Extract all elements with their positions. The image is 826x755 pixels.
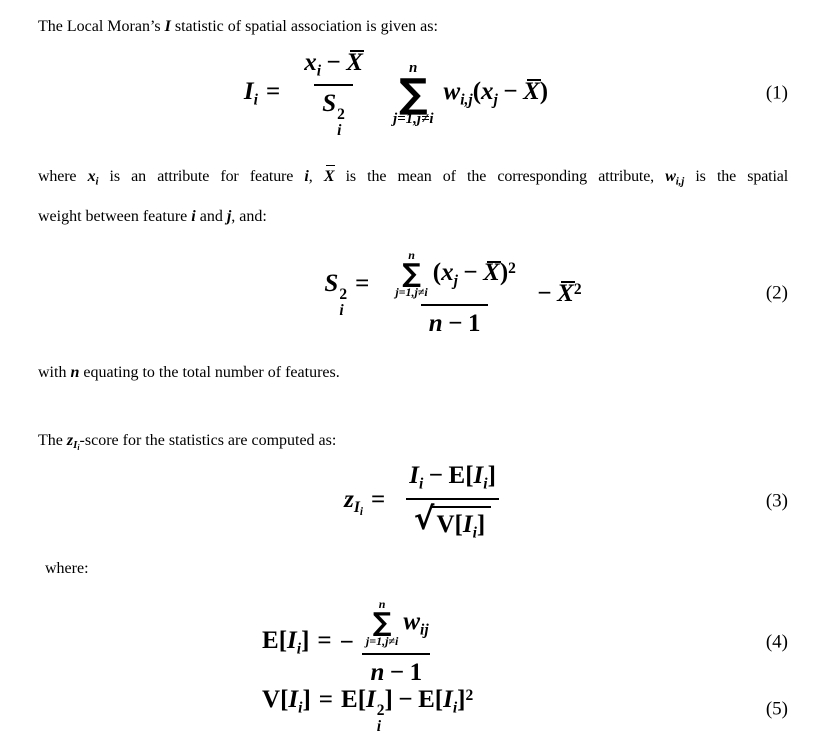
sigma-icon: ∑: [372, 607, 392, 638]
text-run: equating to the total number of features.: [79, 364, 340, 381]
minus-sign: −: [389, 659, 405, 687]
subscript-i: i: [296, 640, 302, 658]
minus-sign: −: [428, 462, 444, 490]
var-I: I: [462, 510, 473, 538]
var-i: i: [304, 168, 309, 185]
eq3-lhs: [344, 485, 393, 520]
expectation-E: E: [448, 462, 466, 490]
variance-V: V: [436, 510, 455, 538]
close-bracket: ]: [302, 685, 311, 713]
eq1-summand: [444, 77, 549, 110]
open-bracket: [: [278, 627, 288, 655]
text-run: with: [38, 364, 71, 381]
denominator: [406, 498, 499, 542]
subscript-i: i: [376, 717, 382, 735]
fraction: [385, 249, 524, 339]
var-z: z: [66, 432, 74, 449]
sup-sub-stack: [339, 287, 347, 320]
var-S: S: [324, 269, 339, 297]
superscript-2: 2: [508, 260, 516, 278]
square-root: [413, 500, 491, 542]
summation: [395, 249, 427, 300]
equation-group-4-5: [38, 596, 788, 735]
equals-sign: =: [318, 685, 334, 713]
var-n: n: [428, 310, 443, 338]
equation-number-3: (3): [765, 490, 788, 512]
numerator: [385, 249, 524, 304]
subscript-i: i: [253, 91, 258, 109]
expectation-E: E: [341, 685, 358, 713]
sub-base: I: [73, 439, 78, 452]
sigma-icon: ∑: [402, 258, 421, 289]
var-w: w: [403, 608, 421, 635]
subscript-i: i: [418, 475, 424, 493]
var-x: x: [441, 259, 454, 286]
subscript-ij: i,j: [675, 175, 685, 188]
var-I: I: [366, 685, 376, 713]
var-w: w: [443, 78, 461, 106]
superscript-2: 2: [376, 701, 385, 719]
equals-sign: =: [370, 485, 386, 513]
var-I: I: [473, 462, 484, 490]
superscript-2: 2: [339, 285, 348, 303]
var-z: z: [344, 485, 354, 513]
number-one: 1: [467, 310, 481, 338]
text-run: and: [195, 208, 227, 225]
open-bracket: [: [454, 510, 463, 538]
var-x: x: [87, 168, 96, 185]
var-I: I: [164, 18, 171, 35]
open-bracket: [: [280, 685, 289, 713]
close-paren: ): [539, 78, 549, 106]
eq2-summand: [433, 259, 516, 290]
eq4-lhs: [262, 626, 340, 659]
equals-sign: =: [265, 78, 281, 106]
superscript-2: 2: [337, 105, 345, 123]
open-bracket: [: [357, 685, 367, 713]
summation: [366, 598, 398, 649]
subscript-i: i: [339, 301, 344, 319]
var-w: w: [665, 168, 676, 185]
var-I: I: [288, 685, 299, 713]
equation-3: [38, 464, 788, 540]
var-x: x: [481, 78, 494, 106]
var-I: I: [409, 462, 419, 490]
eq5-body: [262, 685, 473, 735]
text-run: is the mean of the corresponding attribute,: [334, 168, 666, 185]
denominator: [421, 304, 489, 339]
denominator: [362, 653, 430, 688]
fraction: [401, 462, 504, 541]
sup-sub-stack: [337, 107, 345, 140]
denominator: [314, 84, 353, 139]
text-run: is an attribute for feature: [98, 168, 305, 185]
equation-2: [38, 240, 788, 348]
minus-sign: −: [339, 629, 354, 656]
sum-upper-limit: n: [378, 597, 386, 612]
subscript-ij: ij: [420, 621, 429, 639]
subscript-i: i: [337, 121, 342, 139]
expectation-E: E: [418, 685, 435, 713]
expectation-E: E: [262, 627, 279, 655]
superscript-2: 2: [573, 281, 582, 299]
minus-sign: −: [448, 310, 463, 338]
radical-icon: √: [413, 500, 435, 537]
xbar: X: [523, 78, 540, 106]
var-S: S: [322, 89, 337, 117]
close-bracket: ]: [457, 685, 466, 713]
sup-sub-stack: [377, 703, 385, 736]
equation-1: [38, 48, 788, 140]
where-label: [45, 556, 788, 582]
subscript-i: i: [316, 62, 322, 80]
sum-upper-limit: n: [409, 59, 418, 76]
equation-number-2: (2): [765, 282, 788, 304]
var-x: x: [304, 48, 317, 76]
close-paren: ): [499, 259, 509, 286]
minus-sign: −: [537, 280, 552, 307]
attribute-paragraph-line1: [38, 164, 788, 194]
subscript-i: i: [298, 699, 303, 717]
text-run: statistic of spatial association is given as:: [170, 18, 438, 35]
close-bracket: ]: [476, 510, 486, 538]
sub-subscript-i: i: [77, 443, 80, 453]
minus-sign: −: [326, 48, 341, 76]
summation: [393, 60, 434, 129]
numerator: [296, 49, 371, 84]
equals-sign: =: [317, 627, 332, 655]
subscript-i: i: [483, 475, 488, 493]
subscript-i: i: [472, 523, 477, 541]
text-run: -score for the statistics are computed as:: [79, 432, 337, 449]
text-run: The Local Moran’s: [38, 18, 165, 35]
equals-sign: =: [355, 269, 370, 297]
sum-upper-limit: n: [408, 248, 415, 263]
variance-V: V: [262, 685, 281, 713]
xbar: X: [557, 280, 574, 307]
xbar: X: [483, 259, 500, 286]
text-run: where: [38, 168, 88, 185]
number-one: 1: [409, 659, 423, 687]
equation-number-5: (5): [765, 698, 788, 720]
text-run: is the spatial: [684, 168, 788, 185]
radicand: [432, 506, 491, 542]
sum-lower-limit: j=1,j≠i: [365, 634, 399, 649]
numerator: [401, 462, 504, 497]
fraction: [296, 49, 371, 140]
subscript-ij: i,j: [460, 91, 473, 109]
var-I: I: [243, 78, 254, 106]
equation-number-1: (1): [765, 82, 788, 104]
open-paren: (: [472, 78, 482, 106]
eq4-summand: [403, 608, 428, 639]
text-run: The: [38, 432, 67, 449]
xbar: X: [346, 48, 363, 76]
minus-sign: −: [463, 259, 478, 286]
subscript-i: i: [95, 175, 99, 188]
minus-sign: −: [503, 78, 518, 106]
text-run: where:: [45, 560, 89, 577]
equation-5: [38, 685, 788, 735]
superscript-2: 2: [465, 686, 474, 704]
fraction: [356, 598, 437, 688]
xbar: X: [324, 164, 335, 190]
open-paren: (: [432, 259, 442, 286]
sigma-icon: ∑: [398, 71, 428, 117]
equation-number-4: (4): [765, 631, 788, 653]
equation-4: [38, 596, 788, 690]
subscript-j: j: [453, 272, 458, 290]
minus-sign: −: [398, 685, 413, 713]
subscript-I: [354, 499, 363, 516]
attribute-paragraph-line2: [38, 204, 788, 230]
sub-subscript-i: i: [359, 505, 363, 518]
eq1-lhs: [244, 77, 288, 110]
subscript-i: i: [452, 699, 458, 717]
text-run: weight between feature: [38, 208, 192, 225]
var-I: I: [287, 627, 297, 655]
open-bracket: [: [465, 462, 474, 490]
var-n: n: [70, 364, 80, 381]
sum-lower-limit: j=1,j≠i: [392, 111, 434, 127]
with-n-paragraph: [38, 360, 788, 386]
sub-base: I: [353, 499, 360, 517]
close-bracket: ]: [301, 627, 310, 655]
intro-paragraph: [38, 14, 788, 40]
close-bracket: ]: [384, 685, 393, 713]
text-run: , and:: [231, 208, 267, 225]
close-bracket: ]: [487, 462, 496, 490]
eq2-tail: [532, 279, 582, 309]
subscript-j: j: [493, 91, 498, 109]
eq2-lhs: [324, 269, 377, 319]
text-run: ,: [308, 168, 324, 185]
var-I: I: [443, 685, 453, 713]
var-n: n: [370, 659, 385, 687]
numerator: [356, 598, 437, 653]
zscore-paragraph: [38, 428, 788, 462]
var-i: i: [191, 208, 196, 225]
open-bracket: [: [434, 685, 444, 713]
var-j: j: [226, 208, 232, 225]
sum-lower-limit: j=1,j≠i: [395, 285, 428, 300]
